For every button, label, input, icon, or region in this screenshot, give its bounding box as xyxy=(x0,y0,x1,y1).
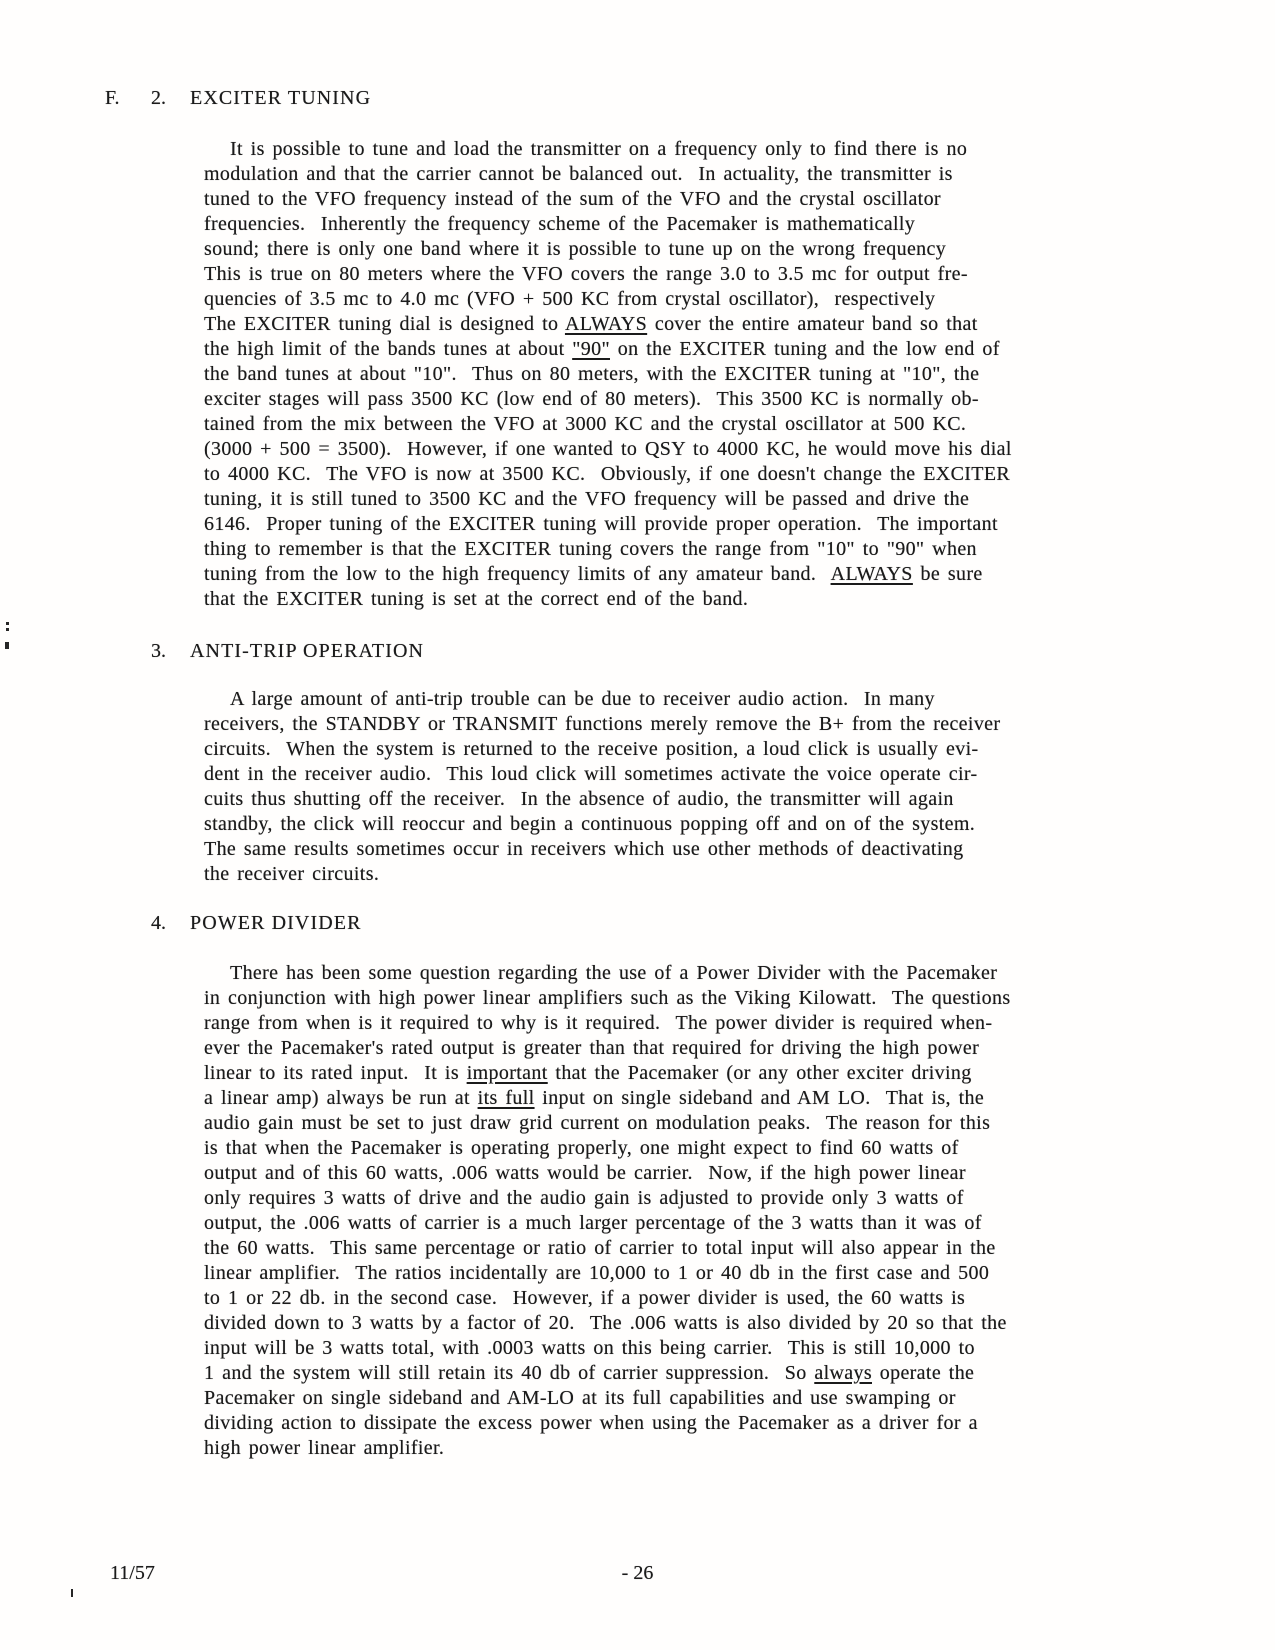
text-line xyxy=(204,537,1189,562)
text-segment: A large amount of anti-trip trouble can be due to receiver audio action. In many xyxy=(230,688,935,710)
text-segment: dividing action to dissipate the excess power when using the Pacemaker as a driver for a xyxy=(204,1412,978,1434)
section-heading-anti-trip xyxy=(0,639,1275,664)
text-segment: to 1 or 22 db. in the second case. However, if a power divider is used, the 60 watts is xyxy=(204,1287,966,1309)
text-segment: output and of this 60 watts, .006 watts would be carrier. Now, if the high power linear xyxy=(204,1162,966,1184)
text-segment: the high limit of the bands tunes at about xyxy=(204,338,573,360)
text-segment: the 60 watts. This same percentage or ratio of carrier to total input will also appear in the xyxy=(204,1237,996,1259)
text-segment: in conjunction with high power linear amplifiers such as the Viking Kilowatt. The questions xyxy=(204,987,1011,1009)
text-line xyxy=(204,762,1189,787)
text-line xyxy=(204,1161,1189,1186)
text-segment: that the Pacemaker (or any other exciter driving xyxy=(547,1062,972,1084)
text-segment: thing to remember is that the EXCITER tuning covers the range from "10" to "90" when xyxy=(204,538,977,560)
text-segment: operate the xyxy=(872,1362,975,1384)
text-line xyxy=(204,1036,1189,1061)
text-line xyxy=(204,562,1189,587)
text-line xyxy=(204,487,1189,512)
footer-page-number: - 26 xyxy=(621,1562,654,1584)
text-segment: quencies of 3.5 mc to 4.0 mc (VFO + 500 KC from crystal oscillator), respectively xyxy=(204,288,936,310)
text-segment: It is possible to tune and load the transmitter on a frequency only to find there is no xyxy=(230,138,968,160)
text-segment: divided down to 3 watts by a factor of 20. The .006 watts is also divided by 20 so that the xyxy=(204,1312,1007,1334)
text-segment: be sure xyxy=(912,563,983,585)
text-line xyxy=(204,837,1189,862)
text-segment: The same results sometimes occur in receivers which use other methods of deactivating xyxy=(204,838,964,860)
text-line xyxy=(204,162,1189,187)
text-line xyxy=(204,1136,1189,1161)
text-segment: There has been some question regarding the use of a Power Divider with the Pacemaker xyxy=(230,962,998,984)
text-segment: modulation and that the carrier cannot be balanced out. In actuality, the transmitter is xyxy=(204,163,953,185)
text-line xyxy=(204,512,1189,537)
text-segment: a linear amp) always be run at xyxy=(204,1087,478,1109)
text-line xyxy=(204,1336,1189,1361)
text-line xyxy=(204,137,1189,162)
text-segment: cover the entire amateur band so that xyxy=(647,313,978,335)
text-line xyxy=(204,262,1189,287)
text-segment: the receiver circuits. xyxy=(204,863,380,885)
underlined-text: always xyxy=(814,1362,872,1384)
section-heading-power-divider xyxy=(0,911,1275,936)
text-line xyxy=(204,986,1189,1011)
text-line xyxy=(204,1011,1189,1036)
text-segment: The EXCITER tuning dial is designed to xyxy=(204,313,565,335)
text-line xyxy=(204,362,1189,387)
text-line xyxy=(204,1236,1189,1261)
text-line xyxy=(204,1211,1189,1236)
text-line xyxy=(204,237,1189,262)
text-segment: 6146. Proper tuning of the EXCITER tuning will provide proper operation. The important xyxy=(204,513,998,535)
paragraph-anti-trip xyxy=(204,687,1189,887)
paragraph-exciter-tuning xyxy=(204,137,1189,612)
paragraph-power-divider xyxy=(204,961,1189,1461)
section-title: ANTI-TRIP OPERATION xyxy=(190,640,425,662)
text-segment: This is true on 80 meters where the VFO covers the range 3.0 to 3.5 mc for output fre- xyxy=(204,263,968,285)
text-line xyxy=(204,1311,1189,1336)
scan-speckle xyxy=(71,1589,73,1597)
underlined-text: ALWAYS xyxy=(564,313,648,335)
text-line xyxy=(204,862,1189,887)
text-line xyxy=(204,687,1189,712)
text-line xyxy=(204,187,1189,212)
text-line xyxy=(204,1261,1189,1286)
text-line xyxy=(204,437,1189,462)
section-number: 3. xyxy=(151,640,166,662)
text-line xyxy=(204,961,1189,986)
text-segment: the band tunes at about "10". Thus on 80 meters, with the EXCITER tuning at "10", the xyxy=(204,363,980,385)
text-line xyxy=(204,1411,1189,1436)
underlined-text: "90" xyxy=(572,338,610,360)
text-line xyxy=(204,1061,1189,1086)
text-line xyxy=(204,387,1189,412)
text-segment: that the EXCITER tuning is set at the correct end of the band. xyxy=(204,588,749,610)
text-line xyxy=(204,412,1189,437)
text-segment: circuits. When the system is returned to the receive position, a loud click is usually evi- xyxy=(204,738,979,760)
underlined-text: its full xyxy=(477,1087,535,1109)
text-line xyxy=(204,787,1189,812)
underlined-text: ALWAYS xyxy=(830,563,913,585)
text-line xyxy=(204,1361,1189,1386)
text-segment: input on single sideband and AM LO. That is, the xyxy=(534,1087,985,1109)
text-segment: tuning from the low to the high frequency limits of any amateur band. xyxy=(204,563,831,585)
text-segment: linear to its rated input. It is xyxy=(204,1062,467,1084)
text-line xyxy=(204,212,1189,237)
text-segment: high power linear amplifier. xyxy=(204,1437,445,1459)
text-line xyxy=(204,737,1189,762)
section-title: POWER DIVIDER xyxy=(190,912,362,934)
underlined-text: important xyxy=(466,1062,548,1084)
text-line xyxy=(204,712,1189,737)
text-segment: tuning, it is still tuned to 3500 KC and the VFO frequency will be passed and drive the xyxy=(204,488,970,510)
scan-speckle xyxy=(5,642,9,649)
text-line xyxy=(204,812,1189,837)
text-segment: frequencies. Inherently the frequency scheme of the Pacemaker is mathematically xyxy=(204,213,916,235)
scan-speckle xyxy=(6,628,9,631)
text-line xyxy=(204,462,1189,487)
section-number: 2. xyxy=(151,87,166,109)
text-segment: 1 and the system will still retain its 40 db of carrier suppression. So xyxy=(204,1362,815,1384)
text-segment: range from when is it required to why is it required. The power divider is required when- xyxy=(204,1012,993,1034)
text-segment: tuned to the VFO frequency instead of the sum of the VFO and the crystal oscillator xyxy=(204,188,941,210)
text-line xyxy=(204,287,1189,312)
text-line xyxy=(204,312,1189,337)
footer-date-code: 11/57 xyxy=(110,1562,155,1584)
text-segment: exciter stages will pass 3500 KC (low end of 80 meters). This 3500 KC is normally ob- xyxy=(204,388,979,410)
text-segment: Pacemaker on single sideband and AM-LO at its full capabilities and use swamping or xyxy=(204,1387,956,1409)
text-segment: sound; there is only one band where it is possible to tune up on the wrong frequency xyxy=(204,238,947,260)
text-line xyxy=(204,1086,1189,1111)
text-line xyxy=(204,1186,1189,1211)
scan-speckle xyxy=(6,622,9,625)
text-segment: ever the Pacemaker's rated output is greater than that required for driving the high power xyxy=(204,1037,980,1059)
text-segment: linear amplifier. The ratios incidentally are 10,000 to 1 or 40 db in the first case and 500 xyxy=(204,1262,990,1284)
section-number: 4. xyxy=(151,912,166,934)
text-segment: audio gain must be set to just draw grid current on modulation peaks. The reason for this xyxy=(204,1112,991,1134)
text-segment: output, the .006 watts of carrier is a much larger percentage of the 3 watts than it was of xyxy=(204,1212,982,1234)
section-letter: F. xyxy=(105,87,120,109)
text-line xyxy=(204,587,1189,612)
text-segment: receivers, the STANDBY or TRANSMIT functions merely remove the B+ from the receiver xyxy=(204,713,1001,735)
text-line xyxy=(204,1386,1189,1411)
text-line xyxy=(204,337,1189,362)
text-segment: on the EXCITER tuning and the low end of xyxy=(610,338,1000,360)
text-line xyxy=(204,1286,1189,1311)
text-segment: dent in the receiver audio. This loud click will sometimes activate the voice operate cir- xyxy=(204,763,978,785)
text-segment: is that when the Pacemaker is operating properly, one might expect to find 60 watts of xyxy=(204,1137,959,1159)
section-heading-exciter-tuning xyxy=(0,86,1275,111)
text-segment: standby, the click will reoccur and begin a continuous popping off and on of the system. xyxy=(204,813,976,835)
text-segment: only requires 3 watts of drive and the audio gain is adjusted to provide only 3 watts of xyxy=(204,1187,964,1209)
section-title: EXCITER TUNING xyxy=(190,87,372,109)
text-line xyxy=(204,1436,1189,1461)
text-segment: to 4000 KC. The VFO is now at 3500 KC. Obviously, if one doesn't change the EXCITER xyxy=(204,463,1011,485)
text-segment: input will be 3 watts total, with .0003 watts on this being carrier. This is still 10,000 to xyxy=(204,1337,975,1359)
text-segment: tained from the mix between the VFO at 3000 KC and the crystal oscillator at 500 KC. xyxy=(204,413,967,435)
text-segment: (3000 + 500 = 3500). However, if one wanted to QSY to 4000 KC, he would move his dial xyxy=(204,438,1012,460)
text-segment: cuits thus shutting off the receiver. In the absence of audio, the transmitter will again xyxy=(204,788,954,810)
text-line xyxy=(204,1111,1189,1136)
